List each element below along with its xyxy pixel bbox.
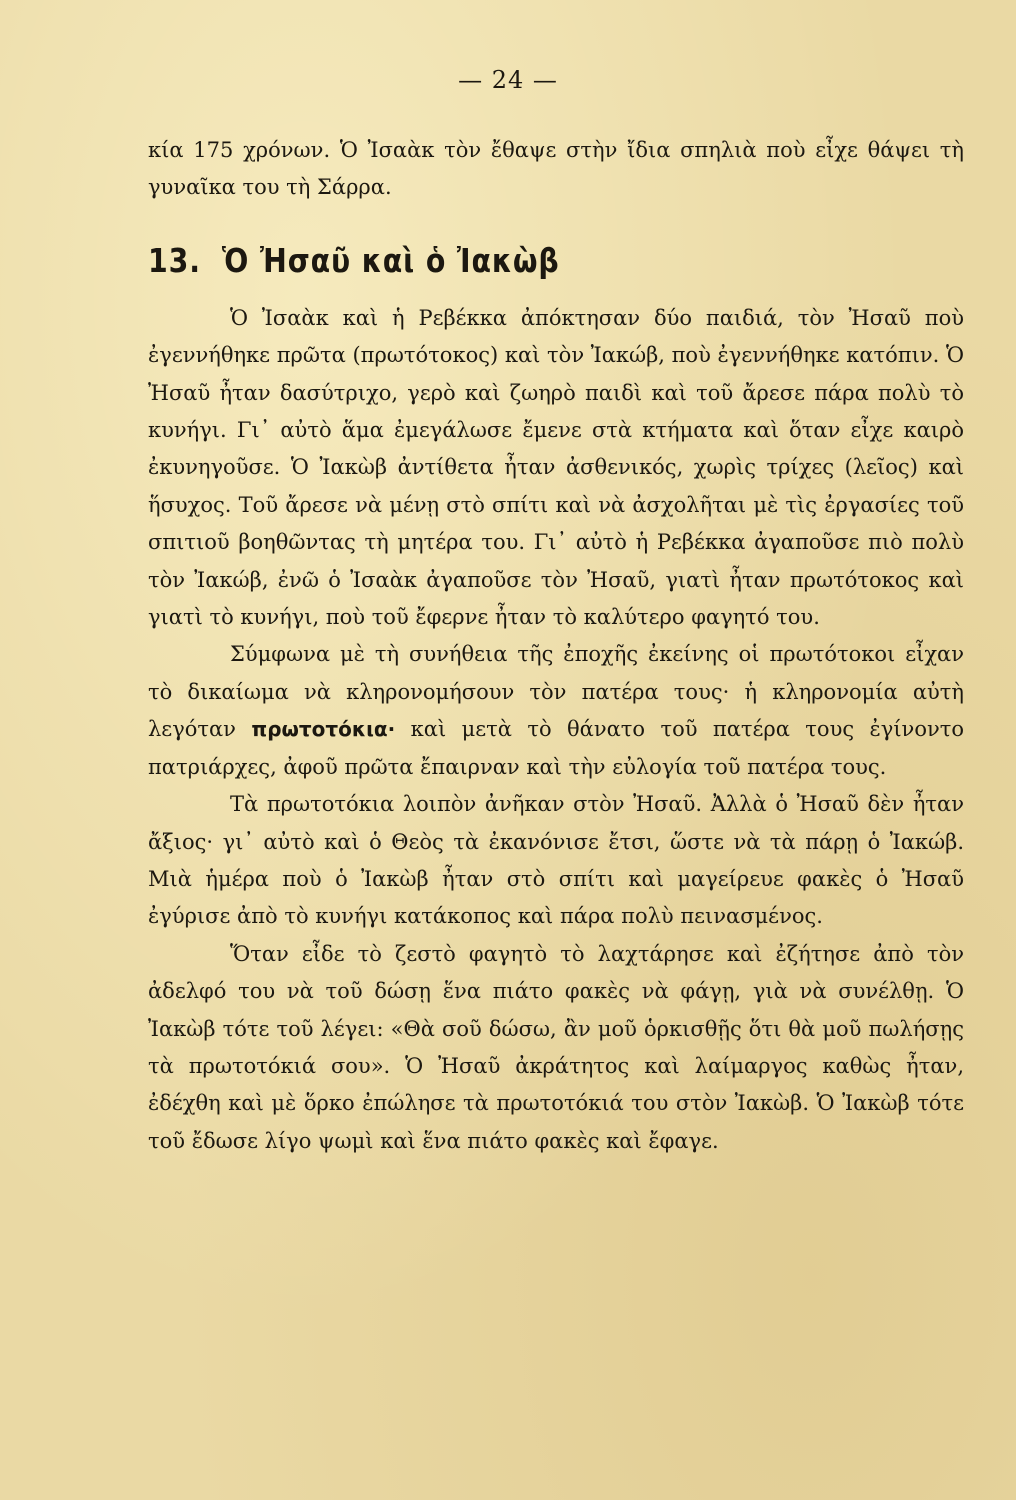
page-number: — 24 — [458, 66, 558, 94]
chapter-heading [148, 241, 850, 280]
continuation-paragraph: κία 175 χρόνων. Ὁ Ἰσαὰκ τὸν ἔθαψε στὴν ἴδια σπηλιὰ ποὺ εἶχε θάψει τὴ γυναῖκα του τὴ Σάρρα. [148, 138, 964, 200]
paragraph-1: Ὁ Ἰσαὰκ καὶ ἡ Ρεβέκκα ἀπόκτησαν δύο παιδιά, τὸν Ἠσαῦ ποὺ ἐγεννήθηκε πρῶτα (πρωτότοκος) καὶ τὸν Ἰακώβ, ποὺ ἐγεννήθηκε κατόπιν. Ὁ Ἠσαῦ ἦταν δασύτριχο, γερὸ καὶ ζωηρὸ παιδὶ καὶ τοῦ ἄρεσε πάρα πολὺ τὸ κυνήγι. Γι᾿ αὐτὸ ἅμα ἐμεγάλωσε ἔμενε στὰ κτήματα καὶ ὅταν εἶχε καιρὸ ἐκυνηγοῦσε. Ὁ Ἰακὼβ ἀντίθετα ἦταν ἀσθενικός, χωρὶς τρίχες (λεῖος) καὶ ἥσυχος. Τοῦ ἄρεσε νὰ μένῃ στὸ σπίτι καὶ νὰ ἀσχολῆται μὲ τὶς ἐργασίες τοῦ σπιτιοῦ βοηθῶντας τὴ μητέρα του. Γι᾿ αὐτὸ ἡ Ρεβέκκα ἀγαποῦσε πιὸ πολὺ τὸν Ἰακώβ, ἐνῶ ὁ Ἰσαὰκ ἀγαποῦσε τὸν Ἠσαῦ, γιατὶ ἦταν πρωτότοκος καὶ γιατὶ τὸ κυνήγι, ποὺ τοῦ ἔφερνε ἦταν τὸ καλύτερο φαγητό του. [148, 305, 964, 630]
page-content [148, 132, 964, 1160]
chapter-body [148, 300, 964, 1160]
paragraph-3: Τὰ πρωτοτόκια λοιπὸν ἀνῆκαν στὸν Ἠσαῦ. Ἀλλὰ ὁ Ἠσαῦ δὲν ἦταν ἄξιος· γι᾿ αὐτὸ καὶ ὁ Θεὸς τὰ ἐκανόνισε ἔτσι, ὥστε νὰ τὰ πάρῃ ὁ Ἰακώβ. Μιὰ ἡμέρα ποὺ ὁ Ἰακὼβ ἦταν στὸ σπίτι καὶ μαγείρευε φακὲς ὁ Ἠσαῦ ἐγύρισε ἀπὸ τὸ κυνήγι κατάκοπος καὶ πάρα πολὺ πεινασμένος. [148, 792, 964, 929]
paragraph-2-tail: καὶ μετὰ τὸ θάνατο τοῦ πατέρα τους ἐγίνοντο πατριάρχες, ἀφοῦ πρῶτα ἔπαιρναν καὶ τὴν εὐλογία τοῦ πατέρα τους. [148, 717, 964, 779]
chapter-title: Ὁ Ἠσαῦ καὶ ὁ Ἰακὼβ [221, 240, 560, 280]
bold-term: πρωτοτόκια· [251, 717, 396, 742]
chapter-number: 13. [148, 240, 201, 280]
paragraph-2 [148, 636, 964, 786]
paragraph-2-lead: Σύμφωνα μὲ τὴ συνήθεια τῆς ἐποχῆς ἐκείνης οἱ πρωτότοκοι εἶχαν τὸ δικαίωμα νὰ κληρονομήσουν τὸν πατέρα τους· ἡ κληρονομία αὐτὴ λεγόταν [148, 642, 964, 742]
paragraph-4: Ὅταν εἶδε τὸ ζεστὸ φαγητὸ τὸ λαχτάρησε καὶ ἐζήτησε ἀπὸ τὸν ἀδελφό του νὰ τοῦ δώσῃ ἕνα πιάτο φακὲς νὰ φάγῃ, γιὰ νὰ συνέλθῃ. Ὁ Ἰακὼβ τότε τοῦ λέγει: «Θὰ σοῦ δώσω, ἂν μοῦ ὁρκισθῇς ὅτι θὰ μοῦ πωλήσῃς τὰ πρωτοτόκιά σου». Ὁ Ἠσαῦ ἀκράτητος καὶ λαίμαργος καθὼς ἦταν, ἐδέχθη καὶ μὲ ὅρκο ἐπώλησε τὰ πρωτοτόκιά του στὸν Ἰακὼβ. Ὁ Ἰακὼβ τότε τοῦ ἔδωσε λίγο ψωμὶ καὶ ἕνα πιάτο φακὲς καὶ ἔφαγε. [148, 941, 964, 1153]
